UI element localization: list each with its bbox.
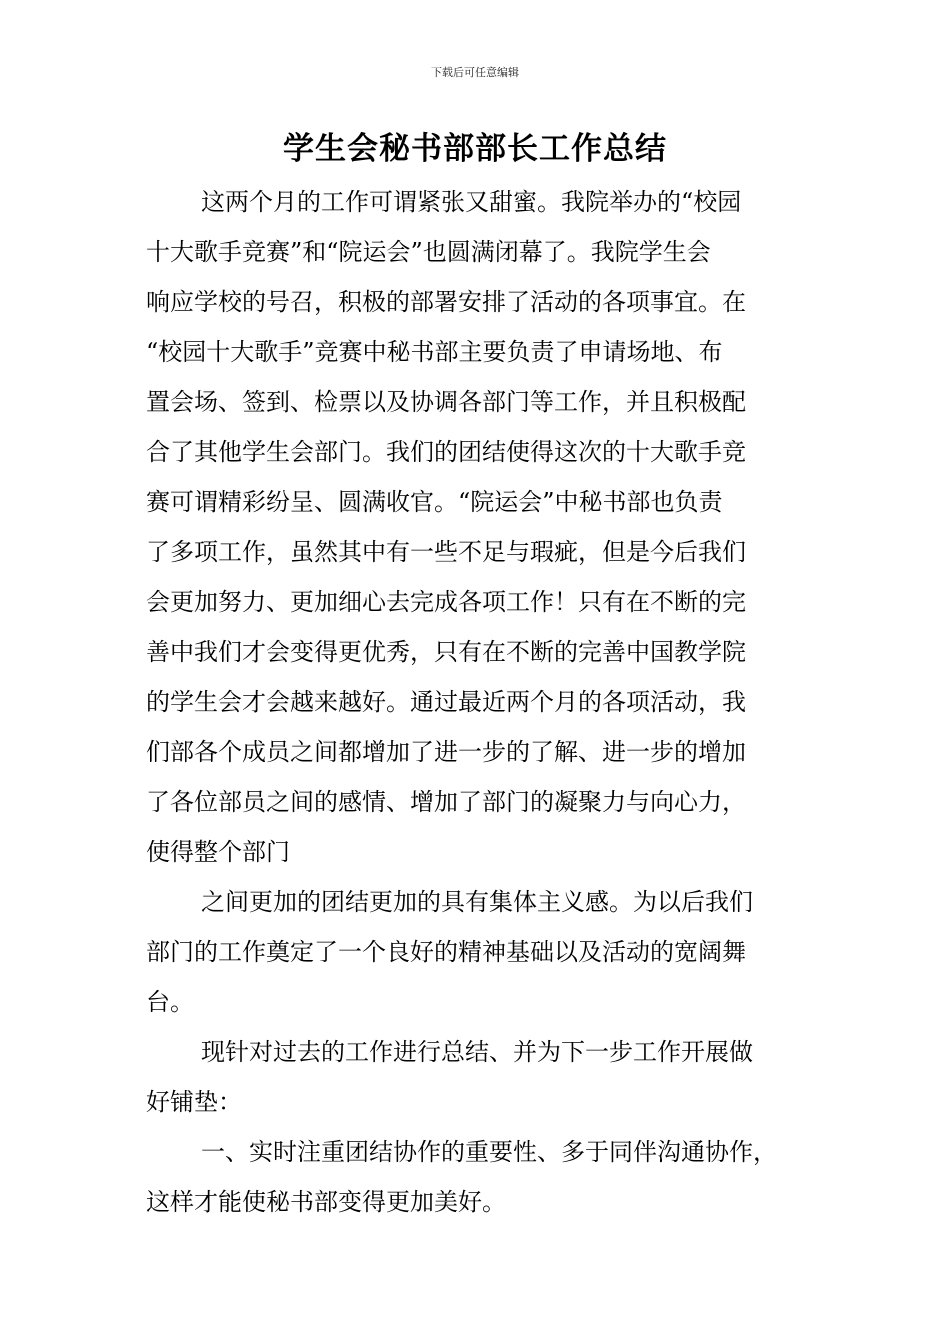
paragraph-line: 会更加努力、更加细心去完成各项工作！只有在不断的完: [146, 588, 746, 616]
paragraph-line: 十大歌手竞赛”和“院运会”也圆满闭幕了。我院学生会: [146, 238, 711, 266]
paragraph-line: 使得整个部门: [146, 838, 290, 866]
paragraph-line: 置会场、签到、检票以及协调各部门等工作，并且积极配: [146, 388, 746, 416]
document-body: [146, 177, 814, 1227]
paragraph-line: 台。: [146, 988, 194, 1016]
paragraph-line: 这两个月的工作可谓紧张又甜蜜。我院举办的“校园: [201, 188, 742, 216]
paragraph-line: 们部各个成员之间都增加了进一步的了解、进一步的增加: [146, 738, 746, 766]
paragraph-line: 这样才能使秘书部变得更加美好。: [146, 1188, 506, 1216]
paragraph-line: 一、实时注重团结协作的重要性、多于同伴沟通协作，: [201, 1138, 777, 1166]
paragraph-line: 之间更加的团结更加的具有集体主义感。为以后我们: [201, 888, 753, 916]
paragraph-line: 合了其他学生会部门。我们的团结使得这次的十大歌手竞: [146, 438, 746, 466]
paragraph-line: 现针对过去的工作进行总结、并为下一步工作开展做: [201, 1038, 753, 1066]
paragraph-line: 了多项工作，虽然其中有一些不足与瑕疵，但是今后我们: [146, 538, 746, 566]
paragraph-line: 善中我们才会变得更优秀，只有在不断的完善中国教学院: [146, 638, 746, 666]
paragraph-line: 好铺垫：: [146, 1088, 242, 1116]
paragraph-line: 赛可谓精彩纷呈、圆满收官。“院运会”中秘书部也负责: [146, 488, 723, 516]
paragraph-line: 的学生会才会越来越好。通过最近两个月的各项活动，我: [146, 688, 746, 716]
page-title: 学生会秘书部部长工作总结: [283, 131, 667, 167]
header-note: 下载后可任意编辑: [431, 66, 519, 79]
paragraph-line: 响应学校的号召，积极的部署安排了活动的各项事宜。在: [146, 288, 746, 316]
paragraph-line: 了各位部员之间的感情、增加了部门的凝聚力与向心力，: [146, 788, 746, 816]
paragraph-line: “校园十大歌手”竞赛中秘书部主要负责了申请场地、布: [146, 338, 723, 366]
paragraph-line: 部门的工作奠定了一个良好的精神基础以及活动的宽阔舞: [146, 938, 746, 966]
